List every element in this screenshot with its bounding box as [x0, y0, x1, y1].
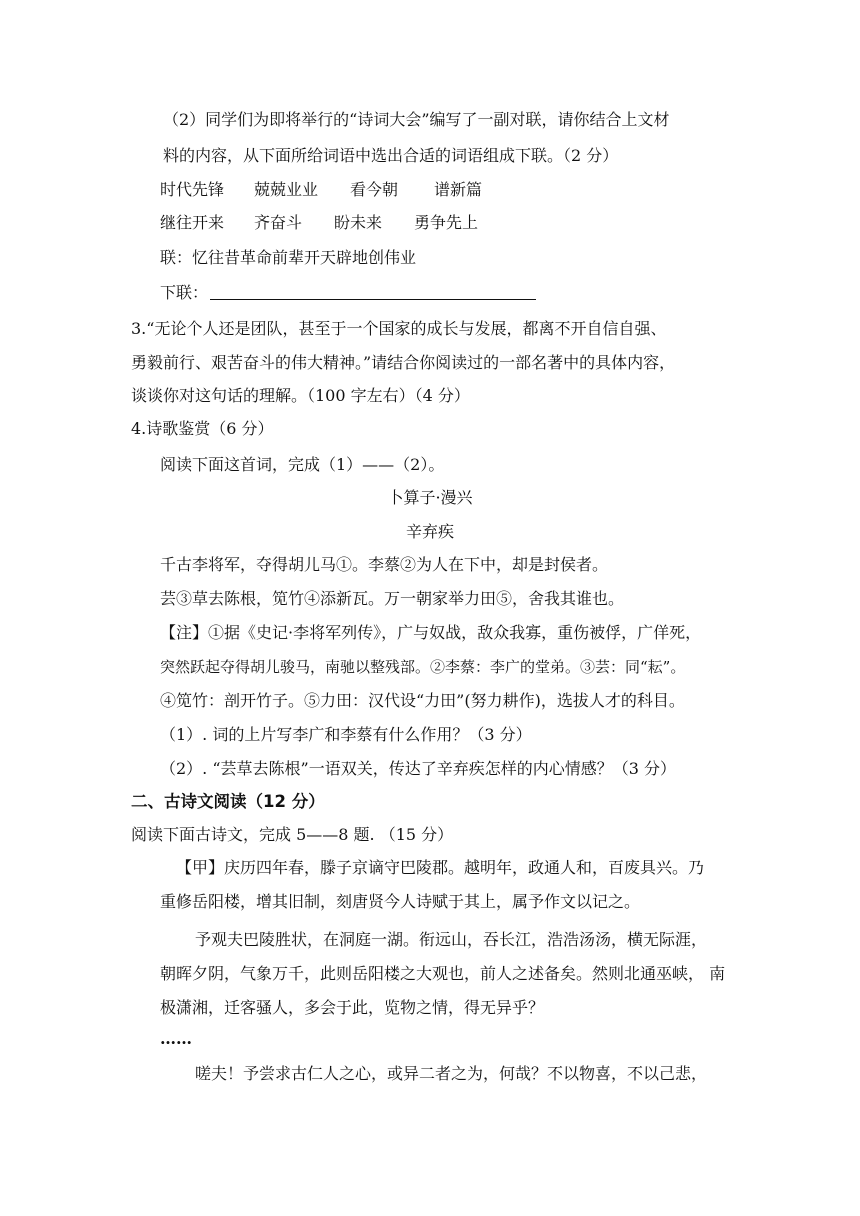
sub-question-1: （1）. 词的上片写李广和李蔡有什么作用？（3 分） — [160, 725, 532, 744]
option-word: 勇争先上 — [414, 213, 479, 232]
option-word: 时代先锋 — [160, 180, 225, 199]
lower-couplet-line — [160, 282, 536, 304]
note-line-2: 突然跃起夺得胡儿骏马，南驰以整残部。②李蔡：李广的堂弟。③芸：同“耘”。 — [160, 658, 686, 676]
poem-title: 卜算子·漫兴 — [387, 488, 473, 507]
sub-question-2: （2）. “芸草去陈根”一语双关，传达了辛弃疾怎样的内心情感？（3 分） — [160, 759, 676, 778]
option-word: 兢兢业业 — [254, 180, 319, 199]
ellipsis: …… — [160, 1029, 192, 1048]
option-word: 齐奋斗 — [254, 213, 303, 232]
lower-couplet-label: 下联： — [160, 283, 209, 302]
q4-instruction: 阅读下面这首词，完成（1）——（2）。 — [160, 455, 445, 474]
poem-line-2: 芸③草去陈根，笕竹④添新瓦。万一朝家举力田⑤，舍我其谁也。 — [160, 589, 625, 608]
q3-line-3: 谈谈你对这句话的理解。（100 字左右）（4 分） — [131, 386, 470, 405]
upper-couplet: 联：忆往昔革命前辈开天辟地创伟业 — [160, 248, 417, 267]
option-word: 盼未来 — [334, 213, 383, 232]
q2-line-2: 料的内容，从下面所给词语中选出合适的词语组成下联。（2 分） — [163, 146, 619, 165]
note-line-3: ④笕竹：剖开竹子。⑤力田：汉代设“力田”(努力耕作)，选拔人才的科目。 — [160, 691, 685, 710]
q2-options-row-2 — [160, 212, 504, 234]
section-heading: 二、古诗文阅读（12 分） — [131, 792, 325, 811]
q4-title: 4.诗歌鉴赏（6 分） — [131, 419, 274, 438]
passage-p2-line-1: 予观夫巴陵胜状，在洞庭一湖。衔远山，吞长江，浩浩汤汤，横无际涯， — [195, 930, 708, 949]
poem-line-1: 千古李将军，夺得胡儿马①。李蔡②为人在下中，却是封侯者。 — [160, 555, 609, 574]
passage-p2-line-2: 朝晖夕阴，气象万千，此则岳阳楼之大观也，前人之述备矣。然则北通巫峡， 南 — [160, 964, 726, 983]
q2-line-1: （2）同学们为即将举行的“诗词大会”编写了一副对联，请你结合上文材 — [163, 110, 670, 129]
passage-p2-line-3: 极潇湘，迁客骚人，多会于此，览物之情，得无异乎？ — [160, 998, 545, 1017]
passage-p1-line-2: 重修岳阳楼，增其旧制，刻唐贤今人诗赋于其上，属予作文以记之。 — [160, 892, 641, 911]
option-word: 继往开来 — [160, 213, 225, 232]
q3-line-2: 勇毅前行、艰苦奋斗的伟大精神。”请结合你阅读过的一部名著中的具体内容， — [131, 353, 676, 372]
note-line-1: 【注】①据《史记·李将军列传》，广与奴战，敌众我寡，重伤被俘，广佯死， — [160, 623, 702, 642]
option-word: 看今朝 — [350, 180, 399, 199]
answer-blank[interactable] — [210, 283, 536, 300]
option-word: 谱新篇 — [434, 180, 483, 199]
section-instruction: 阅读下面古诗文，完成 5——8 题. （15 分） — [131, 825, 454, 844]
q3-line-1: 3.“无论个人还是团队，甚至于一个国家的成长与发展，都离不开自信自强、 — [131, 319, 667, 338]
q2-options-row-1 — [160, 179, 508, 201]
passage-p3-line-1: 嗟夫！予尝求古仁人之心，或异二者之为，何哉？不以物喜，不以己悲， — [195, 1064, 708, 1083]
passage-p1-line-1: 【甲】庆历四年春，滕子京谪守巴陵郡。越明年，政通人和，百废具兴。乃 — [176, 858, 705, 877]
poem-author: 辛弃疾 — [405, 522, 454, 541]
